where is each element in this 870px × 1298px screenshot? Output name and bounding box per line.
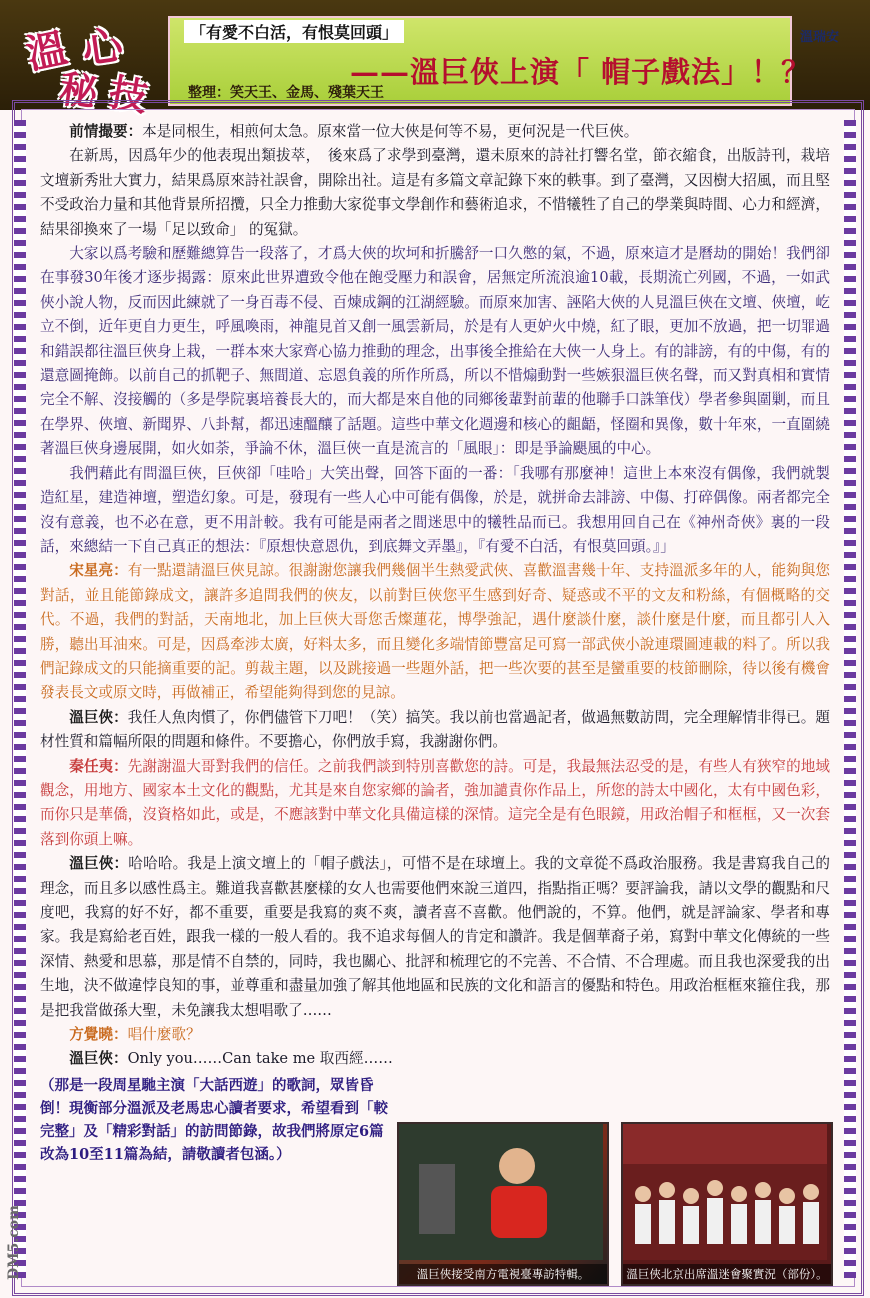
- intro-text: 本是同根生，相煎何太急。原來當一位大俠是何等不易，更何況是一代巨俠。: [142, 123, 639, 140]
- dialogue-fang-text: 唱什麼歌？: [127, 1026, 201, 1044]
- tv-interview-photo: [397, 1122, 609, 1286]
- speaker-song-label: 宋星亮：: [69, 562, 128, 580]
- article-subtitle: 「有愛不白活，有恨莫回頭」: [184, 20, 404, 43]
- dialogue-wen-1-text: 我任人魚肉慣了，你們儘管下刀吧！（笑）搞笑。我以前也當過記者，做過無數訪問，完全理解情非得已。題材性質和篇幅所限的問題和條件。不要擔心，你們放手寫，我謝謝你們。: [40, 708, 830, 751]
- photo-strip: [397, 1122, 847, 1282]
- speaker-qin-label: 秦任夷：: [69, 757, 128, 775]
- article-title: ——溫巨俠上演「 帽子戲法」！？: [350, 55, 812, 89]
- crowd-illustration: [623, 1124, 827, 1260]
- dialogue-qin: [40, 755, 830, 853]
- left-border-decoration: [14, 120, 26, 1278]
- speaker-wen-label-3: 溫巨俠：: [69, 1050, 128, 1068]
- right-border-decoration: [844, 120, 856, 1278]
- paragraph-3: 我們藉此有問溫巨俠，巨俠卻「哇哈」大笑出聲，回答下面的一番：「我哪有那麼神！這世上本來沒有偶像，我們就製造紅星，建造神壇，塑造幻象。可是，發現有一些人心中可能有偶像，於是，就拼命去誹謗、中傷、打碎偶像。兩者都完全沒有意義，也不必在意，更不用計較。我有可能是兩者之間迷思中的犧牲品而已。我想用回自己在《神州奇俠》裏的一段話，來總結一下自己真正的想法：『原想快意恩仇，到底舞文弄墨』，『有愛不白活，有恨莫回頭。』」: [40, 464, 830, 555]
- author-name: 溫瑞安: [800, 30, 840, 45]
- watermark-text: DM5.com: [6, 1205, 22, 1280]
- intro-paragraph: [40, 120, 830, 144]
- dialogue-qin-text: 先謝謝溫大哥對我們的信任。之前我們談到特別喜歡您的詩。可是，我最無法忍受的是，有些人有狹窄的地域觀念，用地方、國家本土文化的觀點，尤其是來自您家鄉的論者，強加譴責你作品上，所您的詩太中國化，太有中國色彩，而你只是華僑，沒資格如此，或是，不應該對中華文化具備這樣的深情。這完全是有色眼鏡，用政治帽子和框框，又一次套落到你頭上嘛。: [40, 757, 830, 848]
- dialogue-wen-2: [40, 852, 830, 1023]
- fan-meeting-photo: [621, 1122, 833, 1286]
- dialogue-wen-3-text: Only you……Can take me 取西經……: [127, 1050, 393, 1068]
- logo-char-2: 心: [79, 21, 126, 74]
- logo-char-1: 溫: [22, 24, 72, 79]
- photo-caption-1: 溫巨俠接受南方電視臺專訪特輯。: [399, 1264, 607, 1284]
- interview-illustration: [399, 1124, 603, 1260]
- dialogue-wen-3: [40, 1047, 395, 1071]
- dialogue-wen-1: [40, 706, 830, 755]
- paragraph-2: 大家以爲考驗和歷難總算告一段落了，才爲大俠的坎坷和折騰舒一口久憋的氣，不過，原來這才是曆劫的開始！我們卻在事發30年後才逐步揭露：原來此世界遭致令他在飽受壓力和誤會，居無定所流浪逾10載，長期流亡列國，不過，一如武俠小說人物，反而因此練就了一身百毒不侵、百煉成鋼的江湖經驗。而原來加害、誣陷大俠的人見溫巨俠在文壇、俠壇，屹立不倒，近年更自力更生，呼風喚雨，神龍見首又創一風雲新局，於是有人更妒火中燒，紅了眼，更加不放過，把一切罪過和錯誤都往溫巨俠身上栽，一群本來大家齊心協力推動的理念，出事後全推給在大俠一人身上。有的誹謗，有的中傷，有的還意圖掩飾。以前自己的抓靶子、無間道、忘恩負義的所作所爲，所以不惜煽動對一些嫉狠溫巨俠名聲，而又對真相和實情完全不解、沒接觸的（多是學院裏培養長大的，而大都是來自他的同鄉後輩對前輩的他聯手口誅筆伐）學者參與圍剿，而且在學界、俠壇、新聞界、八卦幫，都迅速醞釀了話題。這些中華文化週邊和核心的齟齬，怪圈和異像，數十年來，一直圍繞著溫巨俠身邊展開，如火如荼，爭論不休，溫巨俠一直是流言的「風眼」：即是爭論颶風的中心。: [40, 245, 830, 458]
- speaker-wen-label-2: 溫巨俠：: [69, 855, 129, 873]
- dialogue-song-text: 有一點還請溫巨俠見諒。很謝謝您讓我們幾個半生熱愛武俠、喜歡溫書幾十年、支持溫派多年的人，能夠與您對話，並且能節錄成文，讓許多追問我們的俠友，以前對巨俠您平生感到好奇、疑惑或不平的文友和粉絲，有個概略的交代。不過，我們的對話，天南地北，加上巨俠大哥您舌燦蓮花，博學強記，遇什麼談什麼，談什麼是什麼，而且都引人入勝，聽出耳油來。可是，因爲牽涉太廣，好料太多，而且變化多端情節豐富足可寫一部武俠小說連環圖連載的料了。所以我們記錄成文的只能摘重要的記。剪裁主題，以及跳接過一些題外話，把一些次要的甚至是蠻重要的枝節刪除，待以後有機會發表長文或原文時，再做補正，希望能夠得到您的見諒。: [40, 562, 830, 702]
- photo-caption-2: 溫巨俠北京出席溫迷會聚實況（部份）。: [623, 1264, 831, 1284]
- compiler-credit: 整理：笑天王、金馬、殘葉天王: [188, 85, 384, 101]
- dialogue-song: [40, 559, 830, 705]
- dialogue-wen-2-text: 哈哈哈。我是上演文壇上的「帽子戲法」，可惜不是在球壇上。我的文章從不爲政治服務。我是書寫我自己的理念，而且多以感性爲主。難道我喜歡甚麼樣的女人也需要他們來說三道四，指點指正嗎？要評論我，請以文學的觀點和尺度吧，我寫的好不好，都不重要，重要是我寫的爽不爽，讀者喜不喜歡。他們說的，不算。他們，就是評論家、學者和專家。我是寫給老百姓，跟我一樣的一般人看的。我不追求每個人的肯定和讚許。我是個華裔子弟，寫對中華文化傳統的一些深情、熱愛和思慕，那是情不自禁的，同時，我也關心、批評和梳理它的不完善、不合情、不合理處。而且我也深愛我的出生地，決不做違悖良知的事，並尊重和盡量加強了解其他地區和民族的文化和語言的優點和特色。用政治框框來箍住我，那是把我當做孫大聖，未免讓我太想唱歌了……: [40, 855, 830, 1019]
- paragraph-1: 在新馬，因爲年少的他表現出類拔萃， 後來爲了求學到臺灣，還未原來的詩社打響名堂，節衣縮食，出版詩刊，栽培文壇新秀壯大實力，結果爲原來詩社誤會，開除出社。這是有多篇文章記錄下來的軼事。到了臺灣，又因樹大招風，而且堅不受政治力量和其他背景所招攬，只全力推動大家從事文學創作和藝術追求，不惜犧牲了自己的學業與時間、心力和經濟，結果卻換來了一場「足以致命」 的冤獄。: [40, 147, 830, 238]
- logo-char-3: 秘: [56, 65, 101, 116]
- site-watermark: [2, 1180, 28, 1290]
- logo-char-4: 技: [105, 68, 152, 120]
- dialogue-fang: [40, 1023, 395, 1047]
- intro-label: 前情撮要：: [69, 123, 143, 140]
- editor-note: （那是一段周星馳主演「大話西遊」的歌詞，眾皆昏倒！現衡部分溫派及老馬忠心讀者要求，希望看到「較完整」及「精彩對話」的訪問節錄，故我們將原定6篇改為10至11篇為結，請敬讀者包涵。）: [40, 1076, 388, 1163]
- column-logo: [20, 14, 170, 120]
- speaker-wen-label-1: 溫巨俠：: [69, 708, 128, 726]
- speaker-fang-label: 方覺曉：: [69, 1026, 128, 1044]
- article-body: [40, 120, 830, 1166]
